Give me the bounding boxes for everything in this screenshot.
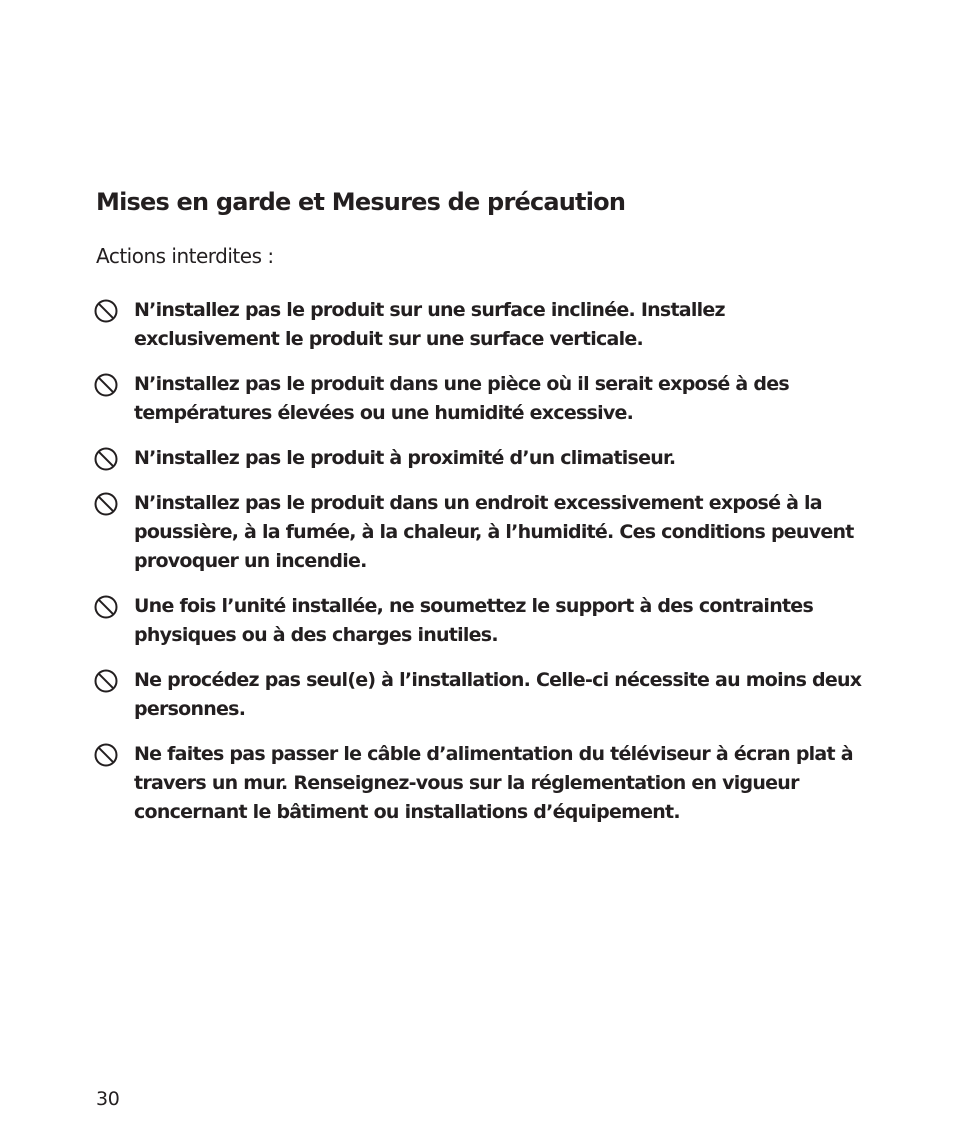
warning-item bbox=[94, 489, 874, 576]
warning-text: Ne faites pas passer le câble d’alimentation du téléviseur à écran plat à travers un mur. Renseignez-vous sur la réglementation en vigueur concernant le bâtiment ou installations d’équipement. bbox=[134, 743, 853, 823]
warning-item bbox=[94, 370, 874, 428]
warning-text: Ne procédez pas seul(e) à l’installation. Celle-ci nécessite au moins deux personnes. bbox=[134, 669, 862, 720]
prohibition-icon bbox=[94, 595, 118, 619]
prohibition-icon bbox=[94, 743, 118, 767]
warning-text: N’installez pas le produit dans une pièce où il serait exposé à des températures élevées ou une humidité excessive. bbox=[134, 373, 789, 424]
warning-text: Une fois l’unité installée, ne soumettez le support à des contraintes physiques ou à des charges inutiles. bbox=[134, 595, 813, 646]
warning-item bbox=[94, 740, 874, 827]
warning-item bbox=[94, 444, 874, 473]
page-number: 30 bbox=[96, 1088, 120, 1110]
prohibition-icon bbox=[94, 299, 118, 323]
page-title: Mises en garde et Mesures de précaution bbox=[96, 188, 626, 216]
warning-item bbox=[94, 666, 874, 724]
prohibition-icon bbox=[94, 373, 118, 397]
warning-text: N’installez pas le produit dans un endroit excessivement exposé à la poussière, à la fumée, à la chaleur, à l’humidité. Ces conditions peuvent provoquer un incendie. bbox=[134, 492, 854, 572]
warning-item bbox=[94, 296, 874, 354]
section-heading: Actions interdites : bbox=[96, 244, 274, 268]
prohibition-icon bbox=[94, 447, 118, 471]
warning-list bbox=[94, 296, 874, 843]
warning-item bbox=[94, 592, 874, 650]
warning-text: N’installez pas le produit à proximité d’un climatiseur. bbox=[134, 447, 676, 469]
prohibition-icon bbox=[94, 492, 118, 516]
warning-text: N’installez pas le produit sur une surface inclinée. Installez exclusivement le produit sur une surface verticale. bbox=[134, 299, 725, 350]
prohibition-icon bbox=[94, 669, 118, 693]
